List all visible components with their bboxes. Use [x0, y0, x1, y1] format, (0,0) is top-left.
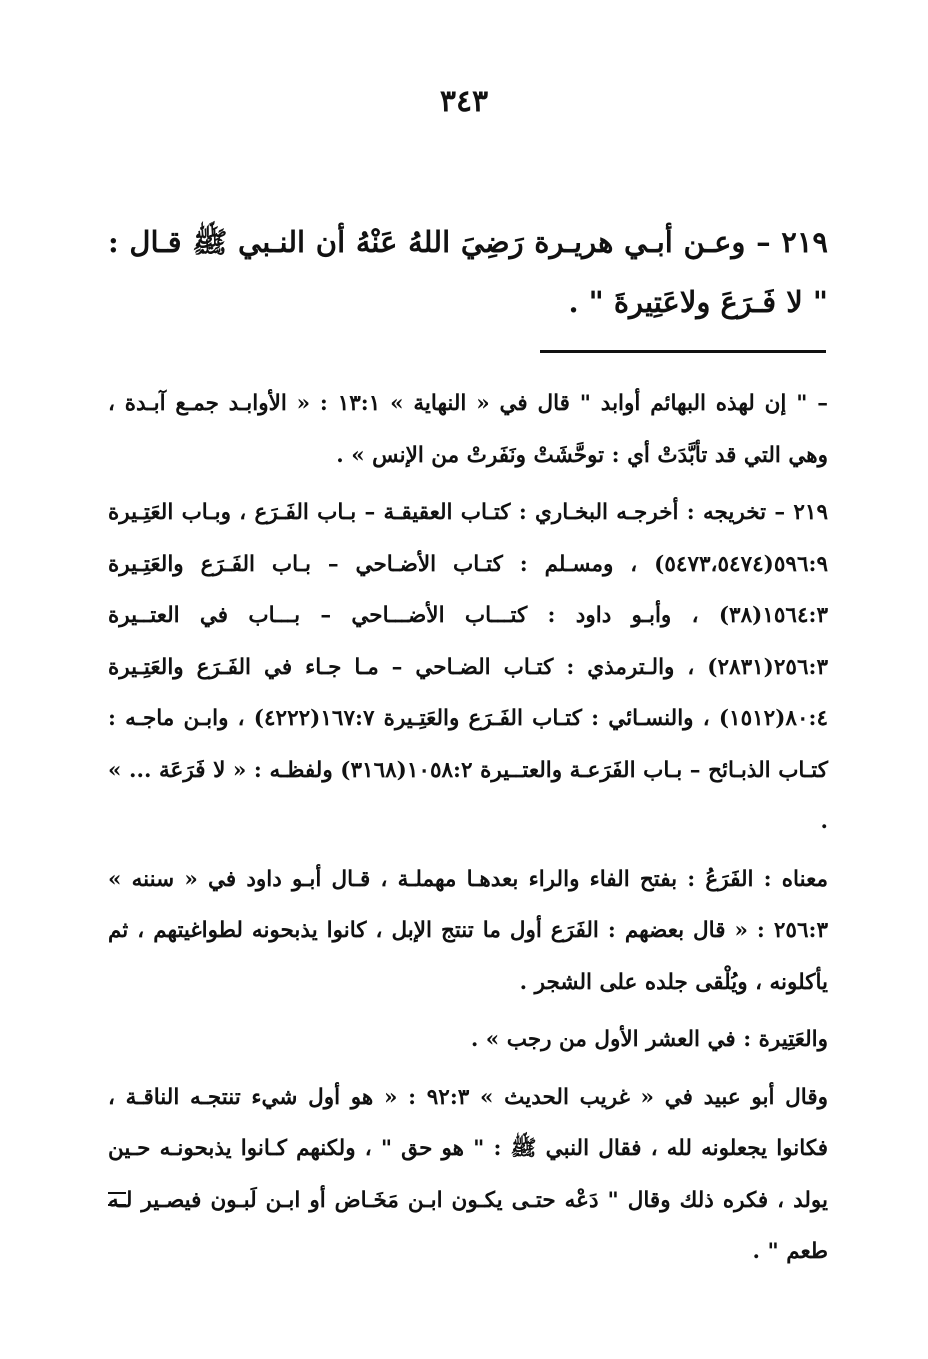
footnote-abu-ubaid: وقال أبو عبيد في « غريب الحديث » ٩٢:٣ : « هو أول شيء تنتجـه الناقـة ، فكانوا يجعلونه لله ، فقال النبي ﷺ : " هو حق " ، ولكنهم كـانوا يذبحونـه حـين يولد ، فكره ذلك وقال " دَعْه حتـى يكـون ابـن مَخَـاض أو ابـن لَبـون فيصـير لـه طعم " .	[108, 1084, 828, 1264]
footnote-awabid: – " إن لهذه البهائم أوابد " قال في « النهاية » ١٣:١ : « الأوابـد جمـع آبـدة ، وهي التي قد تأبَّدَتْ أي : توحَّشَتْ ونَفَرتْ من الإنس » .	[108, 391, 828, 468]
end-mark	[108, 1192, 126, 1206]
hadith-text: ٢١٩ – وعـن أبـي هريـرة رَضِيَ اللهُ عَنْهُ أن النـبي ﷺ قـال : " لا فَـرَعَ ولاعَتِيرةَ " .	[108, 225, 828, 319]
footnote-meaning: معناه : الفَرَعُ : بفتح الفاء والراء بعدهـا مهملـة ، قـال أبـو داود في « سننه » ٢٥٦:٣ : « قال بعضهم : الفَرَع أول ما تنتج الإبل ، كانوا يذبحونه لطواغيتهم ، ثم يأكلونه ، ويُلْقى جلده على الشجر .	[108, 866, 828, 995]
footnote-atira: والعَتِيرة : في العشر الأول من رجب » .	[470, 1027, 828, 1052]
footnote-takhrij: ٢١٩ – تخريجه : أخرجـه البخـاري : كتـاب العقيقـة – بـاب الفَـرَع ، وبـاب العَتِـيرة ٥٩٦:٩(٥٤٧٣،٥٤٧٤) ، ومسـلم : كتـاب الأضـاحي – بـاب الفَـرَع والعَتِـيرة ١٥٦٤:٣(٣٨) ، وأبـو داود : كتـــاب الأضـــاحي – بـــاب في العتــيرة ٢٥٦:٣(٢٨٣١) ، والـترمذي : كتـاب الضـاحي – مـا جـاء في الفَـرَع والعَتِـيرة ٨٠:٤(١٥١٢) ، والنسـائي : كتـاب الفَـرَع والعَتِـيرة ١٦٧:٧(٤٢٢٢) ، وابـن ماجـه : كتـاب الذبـائح – بـاب الفَرَعـة والعتــيرة ١٠٥٨:٢(٣١٦٨) ولفظـه : « لا فَرَعَة ... » .	[108, 500, 829, 834]
footnotes	[108, 378, 828, 1278]
footnote-separator	[540, 350, 826, 353]
page-number: ٣٤٣	[439, 84, 489, 119]
